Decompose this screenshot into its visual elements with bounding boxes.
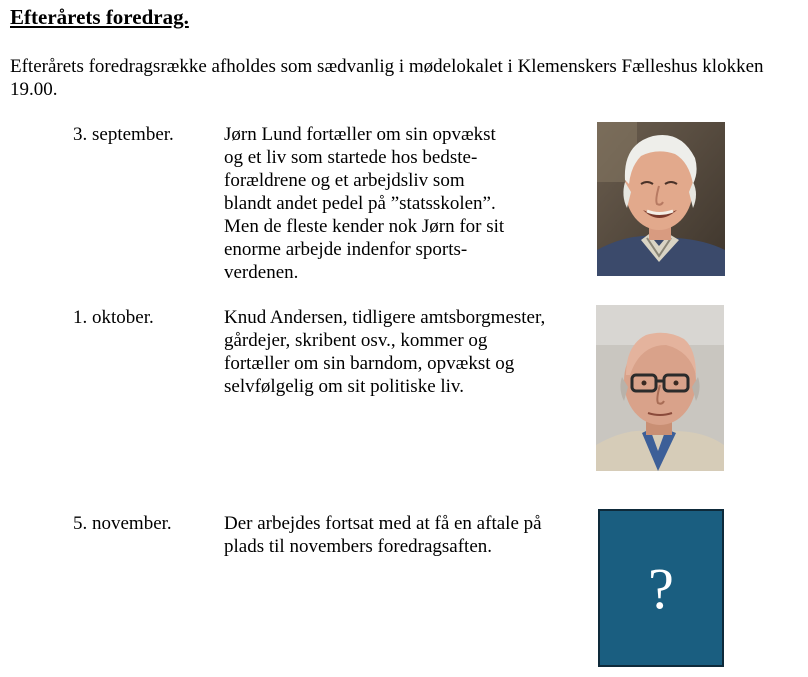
question-mark-icon: ?	[648, 555, 674, 621]
talk-2-line: gårdejer, skribent osv., kommer og	[224, 330, 488, 351]
talk-1-line: verdenen.	[224, 262, 299, 283]
talk-date-1: 3. september.	[73, 124, 174, 145]
talk-2-line: selvfølgelig om sit politiske liv.	[224, 376, 464, 397]
talk-description-2	[224, 306, 545, 398]
speaker-photo-knud-andersen	[596, 305, 724, 471]
intro-paragraph: Efterårets foredragsrække afholdes som sædvanlig i mødelokalet i Klemenskers Fælleshus klokken 19.00.	[10, 56, 764, 100]
unknown-speaker-placeholder	[598, 509, 724, 667]
talk-1-line: enorme arbejde indenfor sports-	[224, 239, 468, 260]
talk-1-line: Jørn Lund fortæller om sin opvækst	[224, 124, 496, 145]
talk-date-2: 1. oktober.	[73, 307, 154, 328]
talk-2-line: fortæller om sin barndom, opvækst og	[224, 353, 515, 374]
talk-date-3: 5. november.	[73, 513, 172, 534]
speaker-photo-jorn-lund	[597, 122, 725, 276]
talk-1-line: Men de fleste kender nok Jørn for sit	[224, 216, 505, 237]
talk-3-line: Der arbejdes fortsat med at få en aftale på	[224, 513, 542, 534]
talk-description-1	[224, 123, 504, 284]
talk-1-line: blandt andet pedel på ”statsskolen”.	[224, 193, 496, 214]
talk-2-line: Knud Andersen, tidligere amtsborgmester,	[224, 307, 546, 328]
talk-description-3	[224, 512, 542, 558]
talk-1-line: og et liv som startede hos bedste-	[224, 147, 478, 168]
page-title: Efterårets foredrag.	[10, 5, 189, 29]
talk-1-line: forældrene og et arbejdsliv som	[224, 170, 465, 191]
talk-3-line: plads til novembers foredragsaften.	[224, 536, 493, 557]
